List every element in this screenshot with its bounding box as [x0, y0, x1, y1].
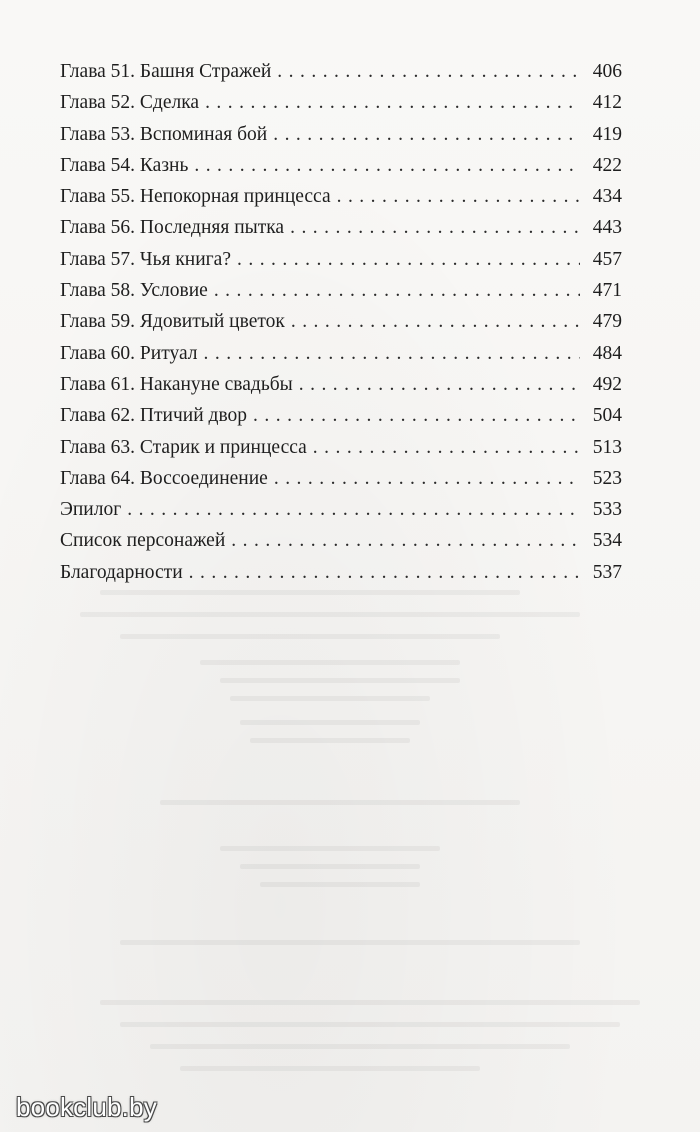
dot-leader	[205, 87, 580, 118]
toc-entry-page-number: 534	[592, 530, 622, 552]
dot-leader	[214, 275, 580, 306]
toc-entry-title: Глава 55. Непокорная принцесса	[60, 186, 331, 208]
toc-entry-title: Глава 57. Чья книга?	[60, 248, 231, 270]
toc-entry-page-number: 471	[592, 280, 622, 302]
toc-entry	[60, 150, 622, 181]
toc-entry-title: Глава 56. Последняя пытка	[60, 217, 285, 239]
dot-leader	[291, 306, 580, 337]
toc-entry-page-number: 484	[592, 342, 622, 364]
dot-leader	[194, 150, 580, 181]
toc-entry-page-number: 533	[592, 499, 622, 521]
dot-leader	[127, 494, 580, 525]
toc-entry-title: Глава 60. Ритуал	[60, 342, 198, 364]
toc-entry	[60, 557, 622, 588]
toc-entry-page-number: 406	[592, 61, 622, 82]
toc-entry	[60, 119, 622, 150]
toc-entry	[60, 338, 622, 369]
dot-leader	[290, 212, 580, 243]
dot-leader	[337, 181, 580, 212]
dot-leader	[277, 56, 580, 87]
toc-entry-page-number: 434	[592, 186, 622, 208]
toc-entry-title: Глава 54. Казнь	[60, 154, 189, 176]
toc-entry-title: Глава 64. Воссоединение	[60, 467, 268, 489]
toc-entry	[60, 306, 622, 337]
dot-leader	[231, 525, 580, 556]
dot-leader	[204, 338, 580, 369]
toc-entry-page-number: 513	[592, 436, 622, 458]
table-of-contents	[60, 56, 622, 588]
toc-entry-page-number: 443	[592, 217, 622, 239]
toc-entry-page-number: 412	[592, 92, 622, 114]
bleed-through-text	[60, 560, 660, 1080]
dot-leader	[273, 119, 580, 150]
toc-entry-title: Глава 62. Птичий двор	[60, 405, 248, 427]
dot-leader	[189, 557, 580, 588]
toc-entry-title: Благодарности	[60, 561, 183, 583]
toc-entry-page-number: 504	[592, 405, 622, 427]
toc-entry	[60, 87, 622, 118]
toc-entry	[60, 181, 622, 212]
toc-entry-title: Глава 61. Накануне свадьбы	[60, 373, 293, 395]
toc-entry	[60, 494, 622, 525]
toc-entry	[60, 244, 622, 275]
toc-entry-page-number: 492	[592, 373, 622, 395]
toc-entry-title: Список персонажей	[60, 530, 226, 552]
watermark: bookclub.by	[16, 1092, 157, 1122]
toc-entry	[60, 463, 622, 494]
toc-entry-page-number: 457	[592, 248, 622, 270]
dot-leader	[299, 369, 580, 400]
toc-entry-title: Глава 53. Вспоминая бой	[60, 123, 268, 145]
toc-entry-page-number: 479	[592, 311, 622, 333]
toc-entry-page-number: 422	[592, 154, 622, 176]
toc-entry-page-number: 419	[592, 123, 622, 145]
toc-entry	[60, 56, 622, 87]
toc-entry	[60, 432, 622, 463]
toc-entry-title: Глава 58. Условие	[60, 280, 208, 302]
toc-entry	[60, 275, 622, 306]
toc-entry	[60, 212, 622, 243]
toc-entry	[60, 369, 622, 400]
dot-leader	[313, 432, 580, 463]
dot-leader	[253, 400, 580, 431]
toc-entry-page-number: 537	[592, 561, 622, 583]
dot-leader	[274, 463, 580, 494]
toc-entry	[60, 400, 622, 431]
toc-entry-page-number: 523	[592, 467, 622, 489]
dot-leader	[237, 244, 580, 275]
toc-entry-title: Глава 63. Старик и принцесса	[60, 436, 307, 458]
toc-entry-title: Глава 51. Башня Стражей	[60, 61, 272, 82]
toc-entry-title: Эпилог	[60, 499, 122, 521]
toc-entry	[60, 525, 622, 556]
toc-entry-title: Глава 59. Ядовитый цветок	[60, 311, 285, 333]
toc-entry-title: Глава 52. Сделка	[60, 92, 200, 114]
